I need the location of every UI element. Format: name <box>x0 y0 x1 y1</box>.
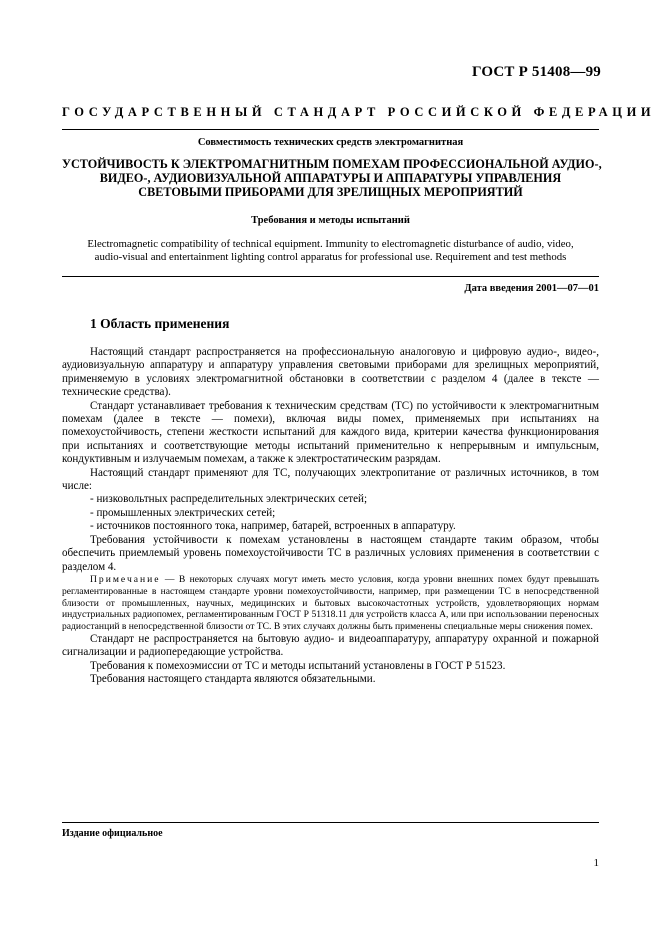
main-title-line: УСТОЙЧИВОСТЬ К ЭЛЕКТРОМАГНИТНЫМ ПОМЕХАМ ПРОФЕССИОНАЛЬНОЙ АУДИО-, <box>62 157 602 171</box>
state-standard-heading: ГОСУДАРСТВЕННЫЙ СТАНДАРТ РОССИЙСКОЙ ФЕДЕРАЦИИ <box>62 105 656 119</box>
english-title <box>62 238 599 264</box>
paragraph: Стандарт не распространяется на бытовую аудио- и видеоаппаратуру, аппаратуру охранной и пожарной сигнализации и радиопередающие устройства. <box>62 632 599 659</box>
paragraph: Настоящий стандарт применяют для ТС, получающих электропитание от различных источников, в том числе: <box>62 466 599 493</box>
english-title-line: Electromagnetic compatibility of technical equipment. Immunity to electromagnetic disturbance of audio, video, <box>87 238 574 250</box>
main-title-line: ВИДЕО-, АУДИОВИЗУАЛЬНОЙ АППАРАТУРЫ И АППАРАТУРЫ УПРАВЛЕНИЯ <box>99 171 562 185</box>
note <box>62 574 599 633</box>
list-item: - источников постоянного тока, например, батарей, встроенных в аппаратуру. <box>90 520 456 533</box>
introduction-date: Дата введения 2001—07—01 <box>464 283 599 294</box>
paragraph: Требования устойчивости к помехам установлены в настоящем стандарте таким образом, чтобы обеспечить приемлемый уровень помехоустойчивости ТС в различных условиях применения в соответствии с разделом 4. <box>62 533 599 573</box>
main-title <box>62 157 602 199</box>
document-number: ГОСТ Р 51408—99 <box>471 64 601 80</box>
top-rule <box>62 129 599 130</box>
section-body <box>62 346 599 687</box>
standard-subtitle: Требования и методы испытаний <box>251 215 410 226</box>
edition-label: Издание официальное <box>62 828 163 839</box>
page-number: 1 <box>593 857 599 869</box>
english-title-line: audio-visual and entertainment lighting control apparatus for professional use. Requirement and test methods <box>94 251 567 263</box>
paragraph: Требования к помехоэмиссии от ТС и методы испытаний установлены в ГОСТ Р 51523. <box>90 659 506 672</box>
paragraph: Настоящий стандарт распространяется на профессиональную аналоговую и цифровую аудио-, видео-, аудиовизуальную аппаратуру и аппаратуру управления световыми приборами для зрелищных мероприятий, применяемую в условиях электромагнитной обстановки в соответствии с разделом 4 (далее в тексте — технические средства). <box>62 346 599 399</box>
list-item: - промышленных электрических сетей; <box>90 506 276 519</box>
main-title-line: СВЕТОВЫМИ ПРИБОРАМИ ДЛЯ ЗРЕЛИЩНЫХ МЕРОПРИЯТИЙ <box>138 185 523 199</box>
bottom-rule <box>62 276 599 277</box>
standard-subject: Совместимость технических средств электромагнитная <box>197 137 464 148</box>
note-text: — В некоторых случаях могут иметь место условия, когда уровни внешних помех будут превышать регламентированные в настоящем стандарте уровни помехоустойчивости, например, при размещении ТС в непосредственной близости от промышленных, научных, медицинских и бытовых высокочастотных устройств, удовлетворяющих нормам индустриальных радиопомех, регламентированным ГОСТ Р 51318.11 для устройств класса А, или при использовании переносных радиостанций в непосредственной близости от ТС. В этих случаях должны быть применены специальные меры снижения помех. <box>62 573 599 633</box>
section-title: 1 Область применения <box>90 316 230 331</box>
note-label: Примечание <box>90 573 161 585</box>
footer-rule <box>62 822 599 823</box>
paragraph: Стандарт устанавливает требования к техническим средствам (ТС) по устойчивости к электромагнитным помехам (далее в тексте — помехи), включая виды помех, применяемых при испытаниях на помехоустойчивость, степени жесткости испытаний для каждого вида, критерии качества функционирования при испытаниях и соответствующие методы испытаний применительно к непрерывным и импульсным, кондуктивным и излучаемым помехам, а также к электростатическим разрядам. <box>62 399 599 466</box>
paragraph: Требования настоящего стандарта являются обязательными. <box>90 673 376 686</box>
list-item: - низковольтных распределительных электрических сетей; <box>90 493 368 506</box>
